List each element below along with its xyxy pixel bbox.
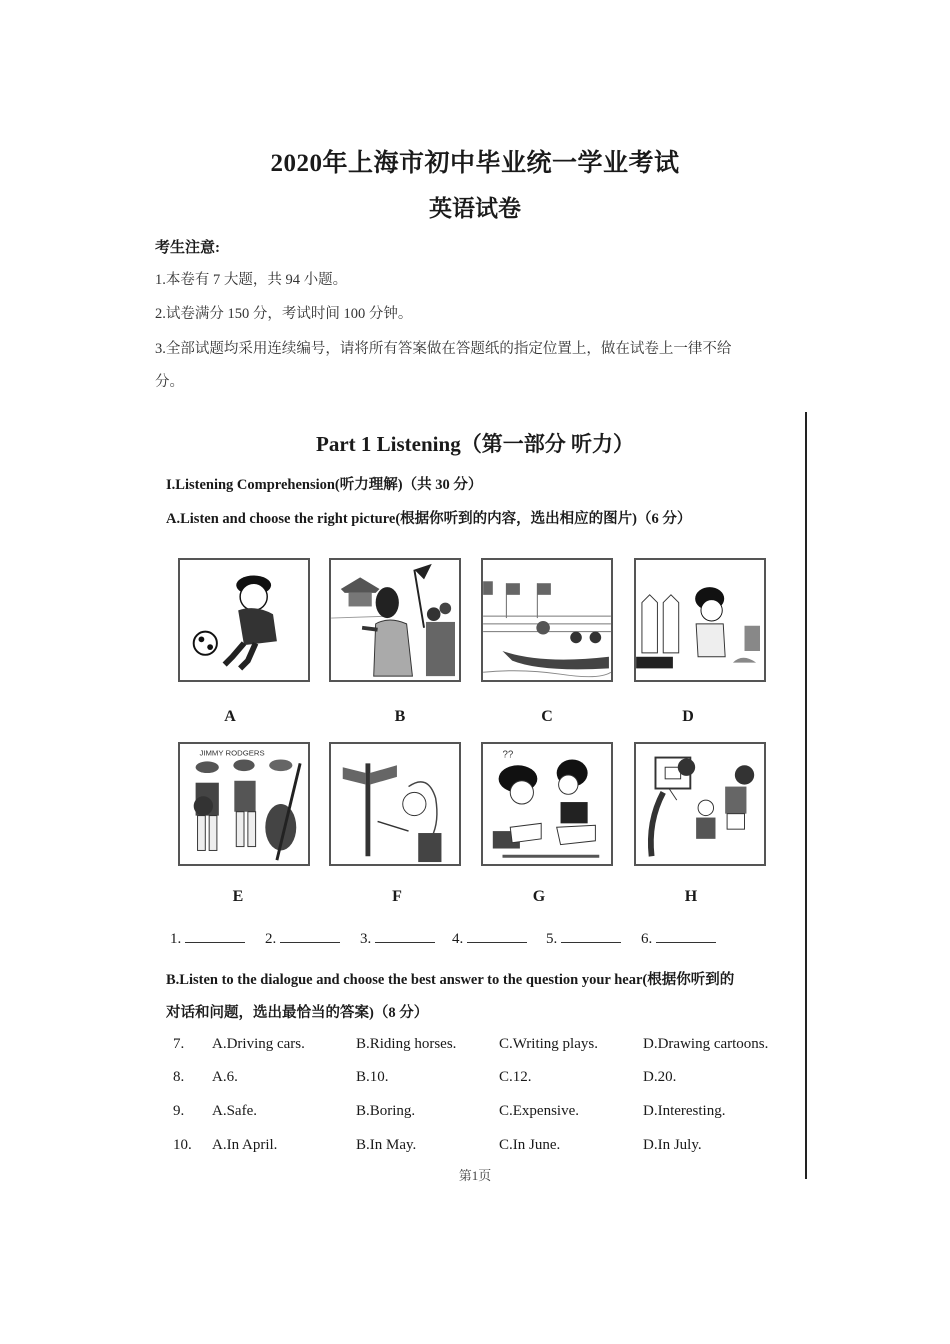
notice-item-3: 3.全部试题均采用连续编号，请将所有答案做在答题纸的指定位置上，做在试卷上一律不给 [155,341,732,357]
picture-label-f: F [392,888,402,905]
question-number: 9. [173,1103,185,1119]
option-c[interactable]: C.In June. [499,1137,561,1153]
picture-e [178,742,310,866]
notice-item-1: 1.本卷有 7 大题，共 94 小题。 [155,272,348,288]
picture-f [329,742,461,866]
answer-blank-3[interactable] [360,928,435,948]
picture-d [634,558,766,682]
picture-label-h: H [684,888,698,905]
blank-line [185,928,245,943]
answer-blank-4[interactable] [452,928,527,948]
blank-number: 5. [546,931,558,947]
page-number: 第1页 [458,1168,492,1183]
girl-gardening-icon [636,560,764,680]
answer-blank-6[interactable] [641,928,716,948]
blank-number: 3. [360,931,372,947]
option-c[interactable]: C.Expensive. [499,1103,579,1119]
girl-at-signpost-icon [331,744,459,864]
dragon-boat-race-icon [483,560,611,680]
picture-h [634,742,766,866]
option-b[interactable]: B.In May. [356,1137,417,1153]
option-c[interactable]: C.12. [499,1069,532,1085]
svg-text:JIMMY RODGERS: JIMMY RODGERS [199,748,265,758]
blank-number: 4. [452,931,464,947]
notice-heading: 考生注意: [155,240,220,256]
blank-line [656,928,716,943]
blank-line [467,928,527,943]
question-number: 7. [173,1036,185,1052]
students-studying-icon [483,744,611,864]
section-b-heading-cont: 对话和问题，选出最恰当的答案)（8 分） [166,1005,429,1021]
option-a[interactable]: A.In April. [212,1137,278,1153]
exam-title: 2020年上海市初中毕业统一学业考试 [270,150,680,177]
option-d[interactable]: D.Drawing cartoons. [643,1036,769,1052]
kids-playing-basketball-icon [636,744,764,864]
country-band-icon [180,744,308,864]
exam-subtitle: 英语试卷 [429,196,521,221]
section-a-heading: A.Listen and choose the right picture(根据你听到的内容，选出相应的图片)（6 分） [166,511,692,527]
notice-item-3-cont: 分。 [155,374,184,390]
picture-a [178,558,310,682]
picture-label-b: B [394,708,406,725]
blank-line [375,928,435,943]
svg-text:??: ?? [502,749,514,761]
boy-with-football-icon [180,560,308,680]
tour-guide-with-flag-icon [331,560,459,680]
option-b[interactable]: B.10. [356,1069,389,1085]
page-border-line [805,412,807,1179]
option-a[interactable]: A.6. [212,1069,238,1085]
option-a[interactable]: A.Safe. [212,1103,257,1119]
question-number: 8. [173,1069,185,1085]
option-b[interactable]: B.Riding horses. [356,1036,457,1052]
blank-line [561,928,621,943]
picture-label-d: D [682,708,694,725]
picture-g [481,742,613,866]
section-i-heading: I.Listening Comprehension(听力理解)（共 30 分） [166,477,483,493]
part-title: Part 1 Listening（第一部分 听力） [316,432,634,456]
picture-label-e: E [232,888,244,905]
picture-c [481,558,613,682]
answer-blank-5[interactable] [546,928,621,948]
option-c[interactable]: C.Writing plays. [499,1036,598,1052]
blank-number: 2. [265,931,277,947]
picture-label-c: C [541,708,553,725]
section-b-heading: B.Listen to the dialogue and choose the best answer to the question your hear(根据你听到的 [166,972,735,988]
option-d[interactable]: D.Interesting. [643,1103,726,1119]
answer-blank-2[interactable] [265,928,340,948]
option-b[interactable]: B.Boring. [356,1103,416,1119]
question-number: 10. [173,1137,192,1153]
option-a[interactable]: A.Driving cars. [212,1036,305,1052]
answer-blank-1[interactable] [170,928,245,948]
picture-label-a: A [224,708,236,725]
blank-number: 6. [641,931,653,947]
notice-item-2: 2.试卷满分 150 分，考试时间 100 分钟。 [155,306,413,322]
option-d[interactable]: D.20. [643,1069,677,1085]
picture-b [329,558,461,682]
picture-label-g: G [532,888,546,905]
option-d[interactable]: D.In July. [643,1137,702,1153]
blank-number: 1. [170,931,182,947]
blank-line [280,928,340,943]
